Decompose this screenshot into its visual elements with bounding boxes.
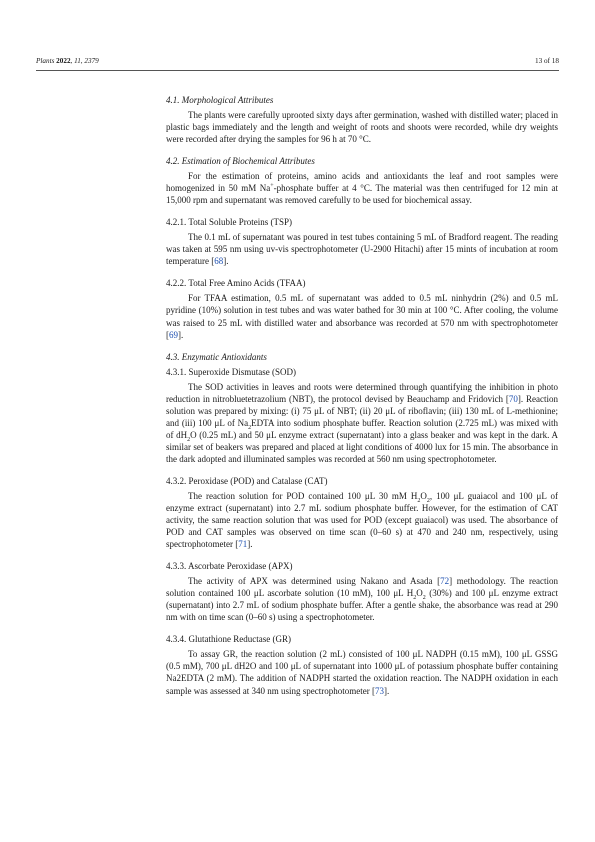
page-number: 13 of 18 — [535, 57, 559, 65]
section-heading-4-3: 4.3. Enzymatic Antioxidants — [166, 351, 267, 362]
paragraph-morphological: The plants were carefully uprooted sixty days after germination, washed with distilled water; placed in plastic bags immediately and the length and weight of roots and shoots were recorded, while dry weights were recorded after drying the samples for 96 h at 70 °C. — [166, 110, 558, 145]
paragraph-tfaa: For TFAA estimation, 0.5 mL of supernatant was added to 0.5 mL ninhydrin (2%) and 0.5 mL pyridine (10%) solution in test tubes and was water bathed for 30 min at 100 °C. After cooling, the volume was raised to 25 mL with distilled water and absorbance was recorded at 570 nm with spectrophotometer [69]. — [166, 293, 558, 340]
section-heading-4-2-1: 4.2.1. Total Soluble Proteins (TSP) — [166, 217, 292, 228]
citation-link-71[interactable]: 71 — [238, 539, 248, 550]
citation-link-73[interactable]: 73 — [374, 685, 384, 696]
journal-year: 2022 — [56, 57, 71, 65]
page-header — [36, 57, 559, 67]
journal-volume: , 11, 2379 — [70, 57, 99, 65]
header-divider — [36, 70, 559, 71]
journal-citation — [36, 57, 99, 65]
citation-link-68[interactable]: 68 — [214, 256, 224, 267]
paragraph-tsp: The 0.1 mL of supernatant was poured in test tubes containing 5 mL of Bradford reagent. The reading was taken at 595 nm using uv-vis spectrophotometer (U-2900 Hitachi) after 15 mints of incubation at room temperature [68]. — [166, 232, 558, 267]
citation-link-69[interactable]: 69 — [169, 329, 178, 340]
paragraph-gr: To assay GR, the reaction solution (2 mL) consisted of 100 μL NADPH (0.15 mM), 100 μL GSSG (0.5 mM), 700 μL dH2O and 100 μL of supernatant into 1000 μL of potassium phosphate buffer containing Na2EDTA (2 mM). The addition of NADPH started the oxidation reaction. The NADPH oxidation in each sample was assessed at 340 nm using spectrophotometer [73]. — [166, 649, 558, 696]
citation-link-72[interactable]: 72 — [440, 576, 450, 587]
journal-name: Plants — [36, 57, 55, 65]
paragraph-biochemical: For the estimation of proteins, amino acids and antioxidants the leaf and root samples were homogenized in 50 mM Na+-phosphate buffer at 4 °C. The material was then centrifuged for 12 min at 15,000 rpm and supernatant was removed carefully to be used for biochemical assay. — [166, 171, 558, 206]
section-heading-4-3-2: 4.3.2. Peroxidase (POD) and Catalase (CAT) — [166, 475, 328, 486]
section-heading-4-2-2: 4.2.2. Total Free Amino Acids (TFAA) — [166, 278, 306, 289]
section-heading-4-1: 4.1. Morphological Attributes — [166, 95, 274, 105]
section-heading-4-2: 4.2. Estimation of Biochemical Attributes — [166, 156, 315, 167]
paragraph-sod: The SOD activities in leaves and roots were determined through quantifying the inhibition in photo reduction in nitrobluetetrazolium (NBT), the protocol devised by Beauchamp and Fridovich [70]. Reaction solution was prepared by mixing: (i) 75 μL of NBT; (ii) 20 μL of riboflavin; (iii) 130 mL of L-methionine; and (iii) 100 μL of $Na_2EDTA$ into sodium phosphate buffer. Reaction solution (2.725 mL) was mixed with of $dH_2O$ (0.25 mL) and 50 μL enzyme extract (supernatant) into a glass beaker and was kept in the dark. A similar set of beakers was prepared and placed at light conditions of 4000 lux for 15 min. The absorbance in the dark adopted and illuminated samples was recorded at 560 nm using spectrophotometer. — [166, 381, 558, 464]
citation-link-70[interactable]: 70 — [508, 393, 518, 404]
section-heading-4-3-1: 4.3.1. Superoxide Dismutase (SOD) — [166, 366, 296, 377]
section-heading-4-3-3: 4.3.3. Ascorbate Peroxidase (APX) — [166, 561, 293, 572]
article-body — [166, 94, 558, 697]
paragraph-pod-cat: The reaction solution for POD contained 100 μL 30 mM $H_2O_2$, 100 μL guaiacol and 100 μL of enzyme extract (supernatant) into 2.7 mL sodium phosphate buffer. However, for the estimation of CAT activity, the same reaction solution that was used for POD (except guaiacol) was used. The absorbance of POD and CAT samples was observed on time scan (0–60 s) at 470 and 240 nm, respectively, using spectrophotometer [71]. — [166, 490, 558, 550]
paragraph-apx: The activity of APX was determined using Nakano and Asada [72] methodology. The reaction solution contained 100 μL ascorbate solution (10 mM), 100 μL $H_2O_2$ (30%) and 100 μL enzyme extract (supernatant) into 2.7 mL of sodium phosphate buffer. After a gentle shake, the absorbance was read at 290 nm with on time scan (0–60 s) using a spectrophotometer. — [166, 576, 558, 623]
section-heading-4-3-4: 4.3.4. Glutathione Reductase (GR) — [166, 634, 291, 645]
